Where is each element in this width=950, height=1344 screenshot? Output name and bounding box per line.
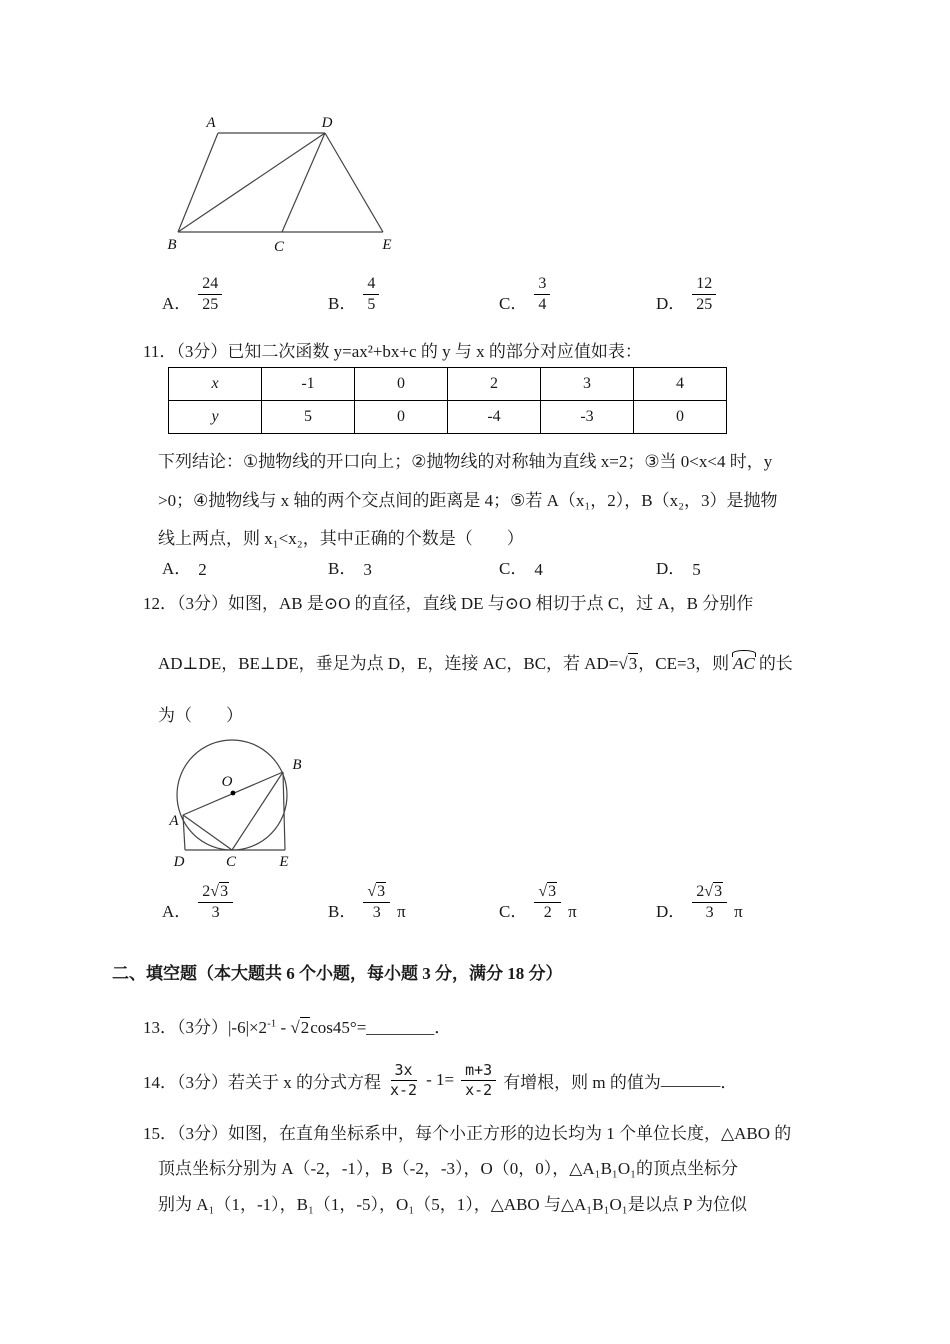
q15-line2: 顶点坐标分别为 A（-2，-1），B（-2，-3），O（0，0），△A₁B₁O₁的顶点坐标分 [158, 1159, 739, 1178]
section2-title: 二、填空题（本大题共 6 个小题，每小题 3 分，满分 18 分） [112, 964, 563, 983]
option-letter: C． [499, 294, 528, 313]
q13-text-3: cos45°= [310, 1018, 367, 1037]
fraction-denominator: x-2 [390, 1080, 418, 1099]
q15-line3: 别为 A₁（1，-1），B₁（1，-5），O₁（5，1），△ABO 与△A₁B₁O₁是以点 P 为位似 [158, 1195, 748, 1214]
option-letter: A． [162, 294, 192, 313]
fraction [363, 882, 390, 923]
fraction [461, 1061, 496, 1100]
q12-line2-text-c: 的长 [758, 654, 793, 673]
q11-option-b [328, 554, 372, 580]
table-cell: 0 [634, 401, 727, 434]
fraction-denominator: 25 [696, 296, 713, 313]
radicand: 3 [220, 883, 229, 900]
table-cell: y [169, 401, 262, 434]
q11-conclusions-line2: >0；④抛物线与 x 轴的两个交点间的距离是 4；⑤若 A（x₁，2），B（x₂，3）是抛物 [158, 491, 778, 510]
option-text: 2 [198, 560, 207, 579]
q14-text-c: 有增根，则 m 的值为 [503, 1072, 661, 1092]
vertex-label-A: A [169, 813, 179, 829]
fraction [198, 274, 222, 315]
fraction [534, 274, 550, 315]
table-cell: x [169, 368, 262, 401]
option-letter: B． [328, 902, 357, 921]
fraction-denominator: 3 [211, 904, 220, 921]
fraction-numerator [692, 882, 727, 903]
radicand: 3 [548, 883, 557, 900]
fraction-denominator: 5 [367, 296, 376, 313]
q11-table [168, 367, 727, 434]
q12-line1: 12．（3分）如图，AB 是⊙O 的直径，直线 DE 与⊙O 相切于点 C，过 A，B 分别作 [143, 594, 754, 613]
radicand: 3 [377, 883, 386, 900]
q11-conclusions-line3: 线上两点，则 x₁<x₂，其中正确的个数是（ ） [158, 529, 524, 548]
radicand: 3 [628, 654, 638, 673]
option-text: 5 [692, 560, 701, 579]
sqrt-sign: √ [210, 883, 220, 900]
vertex-label-B: B [167, 237, 177, 253]
vertex-label-A: A [206, 115, 216, 131]
coefficient: 2 [696, 883, 705, 900]
q11-option-a [162, 554, 207, 580]
q12-line2 [158, 649, 793, 674]
q14-line [143, 1056, 737, 1104]
table-cell: 4 [634, 368, 727, 401]
fraction-denominator: 3 [705, 904, 714, 921]
fraction-numerator: 3 [534, 274, 550, 295]
q13-period: ． [434, 1018, 452, 1037]
option-letter: C． [499, 559, 528, 578]
option-letter: C． [499, 902, 528, 921]
option-letter: D． [656, 559, 686, 578]
fraction [692, 882, 727, 923]
q13-text-2: - [276, 1018, 291, 1037]
q11-option-c [499, 554, 543, 580]
option-letter: B． [328, 294, 357, 313]
fraction-numerator: 4 [363, 274, 379, 295]
fraction [198, 882, 233, 923]
center-dot [231, 791, 236, 796]
exponent: -1 [267, 1017, 277, 1030]
table-row-y [169, 401, 727, 434]
pi-symbol: π [734, 902, 743, 921]
center-label-O: O [221, 774, 233, 790]
table-cell: -4 [448, 401, 541, 434]
fraction-numerator: 24 [198, 274, 222, 295]
option-letter: B． [328, 559, 357, 578]
fraction-numerator: 12 [692, 274, 716, 295]
fraction-denominator: 4 [538, 296, 547, 313]
fraction-numerator: 3x [391, 1061, 417, 1081]
table-cell: -3 [541, 401, 634, 434]
segment-AD [183, 815, 185, 850]
q15-line1: 15．（3分）如图，在直角坐标系中，每个小正方形的边长均为 1 个单位长度，△ABO 的 [143, 1124, 792, 1143]
option-letter: A． [162, 559, 192, 578]
circle-figure [165, 728, 325, 878]
q10-options-row [0, 274, 950, 322]
vertex-label-D: D [321, 115, 333, 131]
q11-options-row [0, 554, 950, 578]
table-cell: 2 [448, 368, 541, 401]
fraction-numerator [534, 882, 561, 903]
q12-option-c [499, 882, 577, 923]
fraction-denominator: 2 [543, 904, 552, 921]
sqrt-sign: √ [367, 883, 377, 900]
sqrt-sign: √ [538, 883, 548, 900]
q12-line2-text-a: AD⊥DE，BE⊥DE，垂足为点 D，E，连接 AC，BC，若 AD= [158, 654, 619, 673]
coefficient: 2 [202, 883, 211, 900]
q13-text-1: 13．（3分）|-6|×2 [143, 1018, 268, 1037]
option-text: 3 [363, 560, 372, 579]
q12-option-a [162, 882, 240, 923]
q12-options-row [0, 882, 950, 932]
q10-option-d [656, 274, 716, 315]
fraction [388, 1061, 419, 1100]
q12-line2-text-b: ，CE=3，则 [638, 654, 730, 673]
vertex-label-D: D [173, 854, 185, 870]
option-text: 4 [534, 560, 543, 579]
q11-stem: 11．（3分）已知二次函数 y=ax²+bx+c 的 y 与 x 的部分对应值如表： [143, 342, 642, 361]
fraction-denominator: 25 [202, 296, 219, 313]
answer-blank: _______ [660, 1070, 721, 1089]
radicand: 3 [714, 883, 723, 900]
q11-option-d [656, 554, 701, 580]
option-letter: D． [656, 902, 686, 921]
fraction [692, 274, 716, 315]
option-letter: A． [162, 902, 192, 921]
table-row-x [169, 368, 727, 401]
table-cell: -1 [262, 368, 355, 401]
fraction-denominator: x-2 [465, 1080, 493, 1099]
table-cell: 3 [541, 368, 634, 401]
pi-symbol: π [397, 902, 406, 921]
q13-line [143, 1013, 451, 1038]
vertex-label-E: E [382, 237, 392, 253]
q10-option-c [499, 274, 550, 315]
q12-option-b [328, 882, 406, 923]
trapezoid-figure [160, 110, 400, 260]
fraction [534, 882, 561, 923]
q14-period: ． [720, 1072, 738, 1092]
option-letter: D． [656, 294, 686, 313]
answer-blank: ________ [366, 1018, 435, 1037]
fraction-numerator: m+3 [461, 1061, 496, 1081]
arc-AC: AC [733, 654, 755, 673]
fraction-denominator: 3 [372, 904, 381, 921]
q10-option-b [328, 274, 379, 315]
table-cell: 5 [262, 401, 355, 434]
fraction-numerator [198, 882, 233, 903]
table-cell: 0 [355, 401, 448, 434]
table-cell: 0 [355, 368, 448, 401]
fraction [363, 274, 379, 315]
q14-text-b: - 1= [426, 1070, 455, 1089]
segment-BC [232, 772, 283, 850]
vertex-label-E: E [279, 854, 289, 870]
q12-line3: 为（ ） [158, 706, 243, 725]
sqrt-sign: √ [290, 1018, 300, 1037]
sqrt-sign: √ [704, 883, 714, 900]
vertex-label-B: B [292, 757, 302, 773]
q12-option-d [656, 882, 743, 923]
q14-text-a: 14．（3分）若关于 x 的分式方程 [143, 1072, 381, 1092]
vertex-label-C: C [225, 854, 237, 870]
segment-DE [325, 133, 383, 232]
q11-conclusions-line1: 下列结论：①抛物线的开口向上；②抛物线的对称轴为直线 x=2；③当 0<x<4 时，y [158, 452, 773, 471]
fraction-numerator [363, 882, 390, 903]
radicand: 2 [300, 1018, 310, 1037]
vertex-label-C: C [273, 239, 285, 255]
q10-option-a [162, 274, 222, 315]
sqrt-sign: √ [618, 654, 628, 673]
segment-AB [178, 133, 218, 232]
pi-symbol: π [568, 902, 577, 921]
